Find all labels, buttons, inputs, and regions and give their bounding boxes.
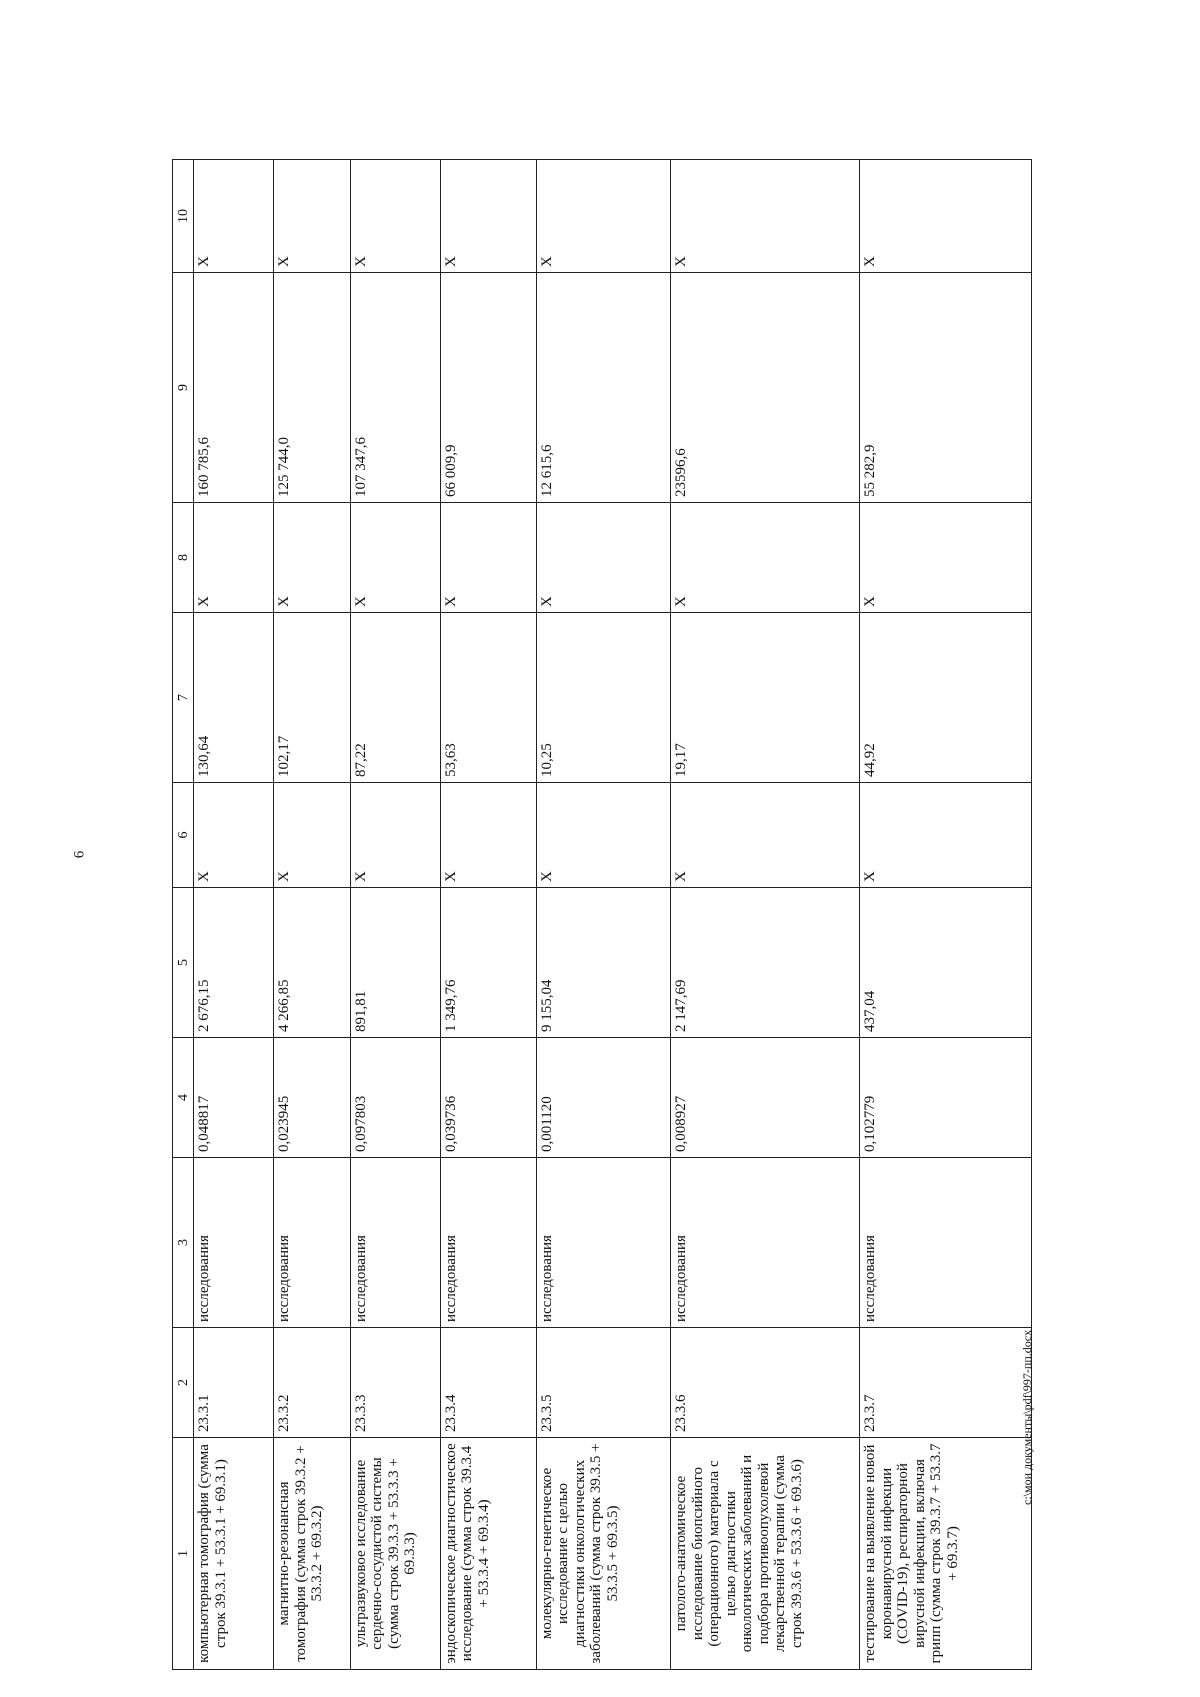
row-col10: X xyxy=(440,160,536,273)
table-row xyxy=(440,160,536,1670)
row-col8: X xyxy=(536,503,671,613)
row-norm: 0,023945 xyxy=(274,1038,351,1158)
row-norm: 0,008927 xyxy=(671,1038,860,1158)
row-col7: 44,92 xyxy=(860,613,1032,783)
row-col6: X xyxy=(536,783,671,888)
row-norm: 0,048817 xyxy=(194,1038,274,1158)
row-col6: X xyxy=(350,783,440,888)
row-col6: X xyxy=(671,783,860,888)
row-code: 23.3.2 xyxy=(274,1328,351,1438)
row-cost: 1 349,76 xyxy=(440,888,536,1038)
page-number: 6 xyxy=(71,850,88,859)
table-row xyxy=(671,160,860,1670)
row-col9: 12 615,6 xyxy=(536,273,671,503)
column-header: 6 xyxy=(173,783,194,888)
row-col10: X xyxy=(350,160,440,273)
column-header: 3 xyxy=(173,1158,194,1328)
row-code: 23.3.6 xyxy=(671,1328,860,1438)
row-col10: X xyxy=(274,160,351,273)
data-table xyxy=(172,159,1032,1670)
row-code: 23.3.4 xyxy=(440,1328,536,1438)
row-col10: X xyxy=(671,160,860,273)
row-col9: 160 785,6 xyxy=(194,273,274,503)
row-col9: 66 009,9 xyxy=(440,273,536,503)
table-row xyxy=(860,160,1032,1670)
row-col7: 19,17 xyxy=(671,613,860,783)
row-col10: X xyxy=(194,160,274,273)
row-cost: 891,81 xyxy=(350,888,440,1038)
row-cost: 2 147,69 xyxy=(671,888,860,1038)
column-header: 4 xyxy=(173,1038,194,1158)
row-unit: исследования xyxy=(860,1158,1032,1328)
column-header: 2 xyxy=(173,1328,194,1438)
row-unit: исследования xyxy=(671,1158,860,1328)
row-description: эндоскопическое диагностическое исследование (сумма строк 39.3.4 + 53.3.4 + 69.3.4) xyxy=(440,1438,536,1670)
table-row xyxy=(536,160,671,1670)
row-col9: 107 347,6 xyxy=(350,273,440,503)
row-col8: X xyxy=(440,503,536,613)
row-code: 23.3.5 xyxy=(536,1328,671,1438)
column-header: 5 xyxy=(173,888,194,1038)
row-cost: 2 676,15 xyxy=(194,888,274,1038)
row-unit: исследования xyxy=(536,1158,671,1328)
row-col7: 102,17 xyxy=(274,613,351,783)
row-col9: 23596,6 xyxy=(671,273,860,503)
row-col7: 10,25 xyxy=(536,613,671,783)
row-unit: исследования xyxy=(194,1158,274,1328)
row-description: магнитно-резонансная томография (сумма строк 39.3.2 + 53.3.2 + 69.3.2) xyxy=(274,1438,351,1670)
column-header: 1 xyxy=(173,1438,194,1670)
row-col10: X xyxy=(860,160,1032,273)
row-col6: X xyxy=(274,783,351,888)
column-header: 10 xyxy=(173,160,194,273)
row-description: патолого-анатомическое исследование биопсийного (операционного) материала с целью диагностики онкологических заболеваний и подбора противоопухолевой лекарственной терапии (сумма строк 39.3.6 + 53.3.6 + 69.3.6) xyxy=(671,1438,860,1670)
row-col8: X xyxy=(350,503,440,613)
row-cost: 4 266,85 xyxy=(274,888,351,1038)
row-description: молекулярно-генетическое исследование с целью диагностики онкологических заболеваний (сумма строк 39.3.5 + 53.3.5 + 69.3.5) xyxy=(536,1438,671,1670)
row-col9: 125 744,0 xyxy=(274,273,351,503)
row-col8: X xyxy=(274,503,351,613)
row-col8: X xyxy=(194,503,274,613)
column-header: 9 xyxy=(173,273,194,503)
row-code: 23.3.1 xyxy=(194,1328,274,1438)
table-row xyxy=(194,160,274,1670)
row-col6: X xyxy=(440,783,536,888)
row-col7: 53,63 xyxy=(440,613,536,783)
row-code: 23.3.7 xyxy=(860,1328,1032,1438)
row-col6: X xyxy=(194,783,274,888)
row-unit: исследования xyxy=(350,1158,440,1328)
rotated-table-wrapper xyxy=(172,160,1032,1670)
row-col6: X xyxy=(860,783,1032,888)
table-row xyxy=(274,160,351,1670)
row-norm: 0,001120 xyxy=(536,1038,671,1158)
column-header: 8 xyxy=(173,503,194,613)
row-norm: 0,102779 xyxy=(860,1038,1032,1158)
row-col7: 87,22 xyxy=(350,613,440,783)
row-cost: 9 155,04 xyxy=(536,888,671,1038)
table-row xyxy=(350,160,440,1670)
row-description: тестирование на выявление новой коронавирусной инфекции (COVID-19), респираторной вирусной инфекции, включая грипп (сумма строк 39.3.7 + 53.3.7 + 69.3.7) xyxy=(860,1438,1032,1670)
row-description: ультразвуковое исследование сердечно-сосудистой системы (сумма строк 39.3.3 + 53.3.3 + 69.3.3) xyxy=(350,1438,440,1670)
row-col8: X xyxy=(860,503,1032,613)
row-col10: X xyxy=(536,160,671,273)
header-row xyxy=(173,160,194,1670)
column-header: 7 xyxy=(173,613,194,783)
row-col7: 130,64 xyxy=(194,613,274,783)
row-col8: X xyxy=(671,503,860,613)
row-unit: исследования xyxy=(440,1158,536,1328)
row-cost: 437,04 xyxy=(860,888,1032,1038)
row-code: 23.3.3 xyxy=(350,1328,440,1438)
row-norm: 0,039736 xyxy=(440,1038,536,1158)
row-norm: 0,097803 xyxy=(350,1038,440,1158)
row-unit: исследования xyxy=(274,1158,351,1328)
row-col9: 55 282,9 xyxy=(860,273,1032,503)
row-description: компьютерная томография (сумма строк 39.3.1 + 53.3.1 + 69.3.1) xyxy=(194,1438,274,1670)
footer-file-path: c:\мои документы\pdf\997-пп.docx xyxy=(1020,1329,1034,1505)
